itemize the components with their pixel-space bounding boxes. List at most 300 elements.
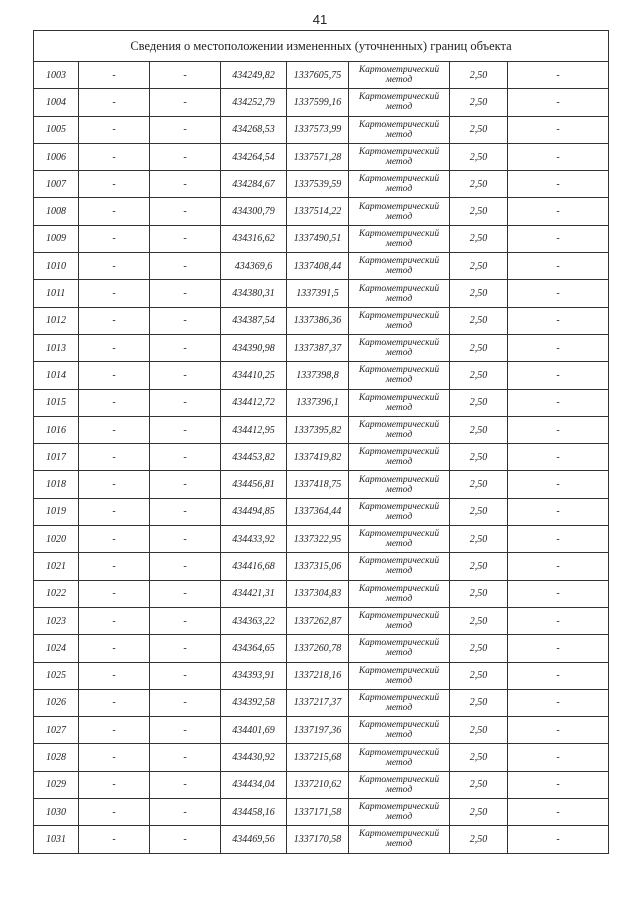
table-row xyxy=(34,635,609,662)
point-number-cell: 1024 xyxy=(34,635,79,662)
point-number-cell: 1013 xyxy=(34,334,79,361)
method-cell xyxy=(349,198,450,225)
method-text: Картометрический xyxy=(358,447,440,458)
y-coordinate-cell: 1337571,28 xyxy=(287,143,349,170)
method-text: метод xyxy=(385,238,413,249)
existing-x-cell: - xyxy=(79,662,150,689)
method-text: метод xyxy=(385,430,413,440)
method-text: Картометрический xyxy=(358,65,440,76)
point-number-cell: 1008 xyxy=(34,198,79,225)
accuracy-cell: 2,50 xyxy=(450,280,508,307)
existing-x-cell: - xyxy=(79,580,150,607)
existing-x-cell: - xyxy=(79,62,150,89)
method-text: метод xyxy=(385,293,413,304)
y-coordinate-cell: 1337539,59 xyxy=(287,171,349,198)
accuracy-cell: 2,50 xyxy=(450,253,508,280)
existing-y-cell: - xyxy=(150,553,221,580)
method-text: Картометрический xyxy=(358,474,440,485)
accuracy-cell: 2,50 xyxy=(450,607,508,634)
method-text: метод xyxy=(385,621,413,632)
method-text: Картометрический xyxy=(358,310,440,321)
point-number-cell: 1005 xyxy=(34,116,79,143)
x-coordinate-cell: 434316,62 xyxy=(221,225,287,252)
x-coordinate-cell: 434410,25 xyxy=(221,362,287,389)
method-cell xyxy=(349,225,450,252)
method-text: Картометрический xyxy=(358,774,440,785)
method-text: Картометрический xyxy=(358,338,440,349)
existing-y-cell: - xyxy=(150,744,221,771)
existing-y-cell: - xyxy=(150,662,221,689)
description-cell: - xyxy=(508,607,609,634)
description-cell: - xyxy=(508,662,609,689)
y-coordinate-cell: 1337395,82 xyxy=(287,416,349,443)
existing-x-cell: - xyxy=(79,717,150,744)
accuracy-cell: 2,50 xyxy=(450,444,508,471)
existing-y-cell: - xyxy=(150,225,221,252)
method-cell xyxy=(349,526,450,553)
accuracy-cell: 2,50 xyxy=(450,89,508,116)
method-text: метод xyxy=(385,539,413,550)
point-number-cell: 1023 xyxy=(34,607,79,634)
accuracy-cell: 2,50 xyxy=(450,826,508,853)
existing-y-cell: - xyxy=(150,826,221,853)
x-coordinate-cell: 434430,92 xyxy=(221,744,287,771)
point-number-cell: 1030 xyxy=(34,799,79,826)
table-row xyxy=(34,62,609,89)
method-cell xyxy=(349,635,450,662)
method-cell xyxy=(349,799,450,826)
existing-y-cell: - xyxy=(150,526,221,553)
method-cell xyxy=(349,116,450,143)
method-text: метод xyxy=(385,402,413,413)
method-cell xyxy=(349,826,450,853)
point-number-cell: 1029 xyxy=(34,771,79,798)
method-text: Картометрический xyxy=(358,556,440,567)
method-cell xyxy=(349,416,450,443)
existing-x-cell: - xyxy=(79,689,150,716)
y-coordinate-cell: 1337170,58 xyxy=(287,826,349,853)
method-cell xyxy=(349,553,450,580)
method-text: Картометрический xyxy=(358,201,440,212)
method-cell xyxy=(349,471,450,498)
accuracy-cell: 2,50 xyxy=(450,744,508,771)
method-text: Картометрический xyxy=(358,747,440,758)
table-row xyxy=(34,416,609,443)
y-coordinate-cell: 1337391,5 xyxy=(287,280,349,307)
x-coordinate-cell: 434453,82 xyxy=(221,444,287,471)
existing-y-cell: - xyxy=(150,89,221,116)
x-coordinate-cell: 434401,69 xyxy=(221,717,287,744)
method-text: метод xyxy=(385,102,413,113)
existing-y-cell: - xyxy=(150,635,221,662)
method-text: метод xyxy=(385,375,413,386)
point-number-cell: 1007 xyxy=(34,171,79,198)
x-coordinate-cell: 434390,98 xyxy=(221,334,287,361)
method-cell xyxy=(349,689,450,716)
description-cell: - xyxy=(508,334,609,361)
method-cell xyxy=(349,717,450,744)
method-cell xyxy=(349,334,450,361)
x-coordinate-cell: 434433,92 xyxy=(221,526,287,553)
existing-y-cell: - xyxy=(150,771,221,798)
x-coordinate-cell: 434249,82 xyxy=(221,62,287,89)
existing-y-cell: - xyxy=(150,362,221,389)
table-row xyxy=(34,717,609,744)
table-row xyxy=(34,771,609,798)
y-coordinate-cell: 1337386,36 xyxy=(287,307,349,334)
description-cell: - xyxy=(508,89,609,116)
accuracy-cell: 2,50 xyxy=(450,416,508,443)
method-text: Картометрический xyxy=(358,501,440,512)
existing-x-cell: - xyxy=(79,771,150,798)
table-row xyxy=(34,799,609,826)
existing-x-cell: - xyxy=(79,253,150,280)
existing-y-cell: - xyxy=(150,253,221,280)
method-text: Картометрический xyxy=(358,583,440,594)
accuracy-cell: 2,50 xyxy=(450,635,508,662)
point-number-cell: 1010 xyxy=(34,253,79,280)
existing-y-cell: - xyxy=(150,280,221,307)
point-number-cell: 1018 xyxy=(34,471,79,498)
x-coordinate-cell: 434268,53 xyxy=(221,116,287,143)
x-coordinate-cell: 434494,85 xyxy=(221,498,287,525)
point-number-cell: 1012 xyxy=(34,307,79,334)
method-cell xyxy=(349,744,450,771)
method-text: Картометрический xyxy=(358,638,440,649)
table-title: Сведения о местоположении измененных (уточненных) границ объекта xyxy=(34,31,609,62)
y-coordinate-cell: 1337387,37 xyxy=(287,334,349,361)
existing-x-cell: - xyxy=(79,198,150,225)
existing-y-cell: - xyxy=(150,471,221,498)
x-coordinate-cell: 434252,79 xyxy=(221,89,287,116)
method-cell xyxy=(349,362,450,389)
point-number-cell: 1027 xyxy=(34,717,79,744)
existing-x-cell: - xyxy=(79,280,150,307)
method-text: метод xyxy=(385,730,413,741)
point-number-cell: 1022 xyxy=(34,580,79,607)
accuracy-cell: 2,50 xyxy=(450,498,508,525)
point-number-cell: 1011 xyxy=(34,280,79,307)
point-number-cell: 1016 xyxy=(34,416,79,443)
method-text: метод xyxy=(385,320,413,331)
y-coordinate-cell: 1337398,8 xyxy=(287,362,349,389)
table-row xyxy=(34,171,609,198)
existing-x-cell: - xyxy=(79,607,150,634)
method-text: Картометрический xyxy=(358,392,440,403)
table-body xyxy=(34,62,609,854)
point-number-cell: 1006 xyxy=(34,143,79,170)
method-cell xyxy=(349,89,450,116)
method-text: метод xyxy=(385,593,413,604)
method-text: метод xyxy=(385,511,413,522)
y-coordinate-cell: 1337418,75 xyxy=(287,471,349,498)
point-number-cell: 1003 xyxy=(34,62,79,89)
table-row xyxy=(34,498,609,525)
x-coordinate-cell: 434380,31 xyxy=(221,280,287,307)
existing-y-cell: - xyxy=(150,307,221,334)
x-coordinate-cell: 434387,54 xyxy=(221,307,287,334)
method-text: метод xyxy=(385,457,413,468)
method-cell xyxy=(349,498,450,525)
accuracy-cell: 2,50 xyxy=(450,334,508,361)
method-text: метод xyxy=(385,184,413,195)
method-cell xyxy=(349,607,450,634)
method-text: метод xyxy=(385,157,413,168)
table-row xyxy=(34,334,609,361)
y-coordinate-cell: 1337322,95 xyxy=(287,526,349,553)
description-cell: - xyxy=(508,689,609,716)
accuracy-cell: 2,50 xyxy=(450,307,508,334)
table-row xyxy=(34,689,609,716)
description-cell: - xyxy=(508,744,609,771)
existing-y-cell: - xyxy=(150,416,221,443)
existing-y-cell: - xyxy=(150,171,221,198)
existing-y-cell: - xyxy=(150,389,221,416)
method-cell xyxy=(349,62,450,89)
table-row xyxy=(34,143,609,170)
method-cell xyxy=(349,444,450,471)
accuracy-cell: 2,50 xyxy=(450,471,508,498)
y-coordinate-cell: 1337573,99 xyxy=(287,116,349,143)
method-text: Картометрический xyxy=(358,720,440,731)
accuracy-cell: 2,50 xyxy=(450,799,508,826)
y-coordinate-cell: 1337396,1 xyxy=(287,389,349,416)
existing-x-cell: - xyxy=(79,471,150,498)
description-cell: - xyxy=(508,826,609,853)
point-number-cell: 1009 xyxy=(34,225,79,252)
description-cell: - xyxy=(508,307,609,334)
method-cell xyxy=(349,580,450,607)
accuracy-cell: 2,50 xyxy=(450,198,508,225)
method-text: Картометрический xyxy=(358,365,440,376)
table-row xyxy=(34,662,609,689)
method-cell xyxy=(349,307,450,334)
existing-x-cell: - xyxy=(79,89,150,116)
method-text: метод xyxy=(385,484,413,495)
y-coordinate-cell: 1337605,75 xyxy=(287,62,349,89)
method-text: Картометрический xyxy=(358,802,440,813)
point-number-cell: 1026 xyxy=(34,689,79,716)
description-cell: - xyxy=(508,143,609,170)
method-cell xyxy=(349,280,450,307)
y-coordinate-cell: 1337171,58 xyxy=(287,799,349,826)
existing-x-cell: - xyxy=(79,553,150,580)
existing-y-cell: - xyxy=(150,689,221,716)
y-coordinate-cell: 1337304,83 xyxy=(287,580,349,607)
y-coordinate-cell: 1337215,68 xyxy=(287,744,349,771)
method-text: метод xyxy=(385,211,413,222)
table-row xyxy=(34,826,609,853)
method-text: Картометрический xyxy=(358,283,440,294)
description-cell: - xyxy=(508,498,609,525)
existing-x-cell: - xyxy=(79,444,150,471)
y-coordinate-cell: 1337408,44 xyxy=(287,253,349,280)
existing-x-cell: - xyxy=(79,526,150,553)
existing-y-cell: - xyxy=(150,607,221,634)
existing-x-cell: - xyxy=(79,143,150,170)
method-text: метод xyxy=(385,839,413,850)
y-coordinate-cell: 1337218,16 xyxy=(287,662,349,689)
description-cell: - xyxy=(508,198,609,225)
x-coordinate-cell: 434393,91 xyxy=(221,662,287,689)
x-coordinate-cell: 434264,54 xyxy=(221,143,287,170)
existing-y-cell: - xyxy=(150,334,221,361)
description-cell: - xyxy=(508,471,609,498)
y-coordinate-cell: 1337315,06 xyxy=(287,553,349,580)
table-row xyxy=(34,253,609,280)
x-coordinate-cell: 434421,31 xyxy=(221,580,287,607)
accuracy-cell: 2,50 xyxy=(450,171,508,198)
method-text: Картометрический xyxy=(358,420,440,430)
description-cell: - xyxy=(508,580,609,607)
x-coordinate-cell: 434369,6 xyxy=(221,253,287,280)
y-coordinate-cell: 1337599,16 xyxy=(287,89,349,116)
table-row xyxy=(34,607,609,634)
x-coordinate-cell: 434300,79 xyxy=(221,198,287,225)
description-cell: - xyxy=(508,171,609,198)
accuracy-cell: 2,50 xyxy=(450,689,508,716)
accuracy-cell: 2,50 xyxy=(450,580,508,607)
existing-x-cell: - xyxy=(79,362,150,389)
y-coordinate-cell: 1337364,44 xyxy=(287,498,349,525)
existing-x-cell: - xyxy=(79,799,150,826)
x-coordinate-cell: 434469,56 xyxy=(221,826,287,853)
method-text: метод xyxy=(385,75,413,86)
accuracy-cell: 2,50 xyxy=(450,362,508,389)
existing-x-cell: - xyxy=(79,826,150,853)
accuracy-cell: 2,50 xyxy=(450,526,508,553)
description-cell: - xyxy=(508,553,609,580)
existing-x-cell: - xyxy=(79,744,150,771)
existing-y-cell: - xyxy=(150,717,221,744)
accuracy-cell: 2,50 xyxy=(450,771,508,798)
x-coordinate-cell: 434458,16 xyxy=(221,799,287,826)
method-text: Картометрический xyxy=(358,119,440,130)
x-coordinate-cell: 434412,95 xyxy=(221,416,287,443)
method-text: метод xyxy=(385,348,413,359)
x-coordinate-cell: 434364,65 xyxy=(221,635,287,662)
point-number-cell: 1015 xyxy=(34,389,79,416)
description-cell: - xyxy=(508,444,609,471)
description-cell: - xyxy=(508,717,609,744)
y-coordinate-cell: 1337197,36 xyxy=(287,717,349,744)
description-cell: - xyxy=(508,62,609,89)
point-number-cell: 1028 xyxy=(34,744,79,771)
method-text: Картометрический xyxy=(358,829,440,840)
method-text: Картометрический xyxy=(358,256,440,267)
description-cell: - xyxy=(508,253,609,280)
table-row xyxy=(34,389,609,416)
point-number-cell: 1017 xyxy=(34,444,79,471)
description-cell: - xyxy=(508,771,609,798)
existing-x-cell: - xyxy=(79,225,150,252)
accuracy-cell: 2,50 xyxy=(450,143,508,170)
description-cell: - xyxy=(508,362,609,389)
x-coordinate-cell: 434434,04 xyxy=(221,771,287,798)
table-row xyxy=(34,307,609,334)
y-coordinate-cell: 1337210,62 xyxy=(287,771,349,798)
description-cell: - xyxy=(508,280,609,307)
y-coordinate-cell: 1337514,22 xyxy=(287,198,349,225)
existing-y-cell: - xyxy=(150,62,221,89)
point-number-cell: 1020 xyxy=(34,526,79,553)
existing-x-cell: - xyxy=(79,334,150,361)
accuracy-cell: 2,50 xyxy=(450,717,508,744)
table-row xyxy=(34,89,609,116)
y-coordinate-cell: 1337217,37 xyxy=(287,689,349,716)
existing-x-cell: - xyxy=(79,389,150,416)
method-text: метод xyxy=(385,702,413,713)
existing-x-cell: - xyxy=(79,416,150,443)
page-number: 41 xyxy=(312,12,328,27)
table-row xyxy=(34,526,609,553)
method-text: Картометрический xyxy=(358,529,440,540)
existing-x-cell: - xyxy=(79,307,150,334)
description-cell: - xyxy=(508,416,609,443)
existing-y-cell: - xyxy=(150,116,221,143)
method-text: метод xyxy=(385,784,413,795)
method-text: метод xyxy=(385,266,413,277)
table-row xyxy=(34,198,609,225)
method-cell xyxy=(349,662,450,689)
method-text: метод xyxy=(385,566,413,577)
existing-y-cell: - xyxy=(150,198,221,225)
accuracy-cell: 2,50 xyxy=(450,116,508,143)
method-text: Картометрический xyxy=(358,174,440,185)
accuracy-cell: 2,50 xyxy=(450,553,508,580)
existing-y-cell: - xyxy=(150,444,221,471)
existing-y-cell: - xyxy=(150,580,221,607)
table-row xyxy=(34,580,609,607)
method-text: метод xyxy=(385,129,413,140)
y-coordinate-cell: 1337260,78 xyxy=(287,635,349,662)
method-text: Картометрический xyxy=(358,665,440,676)
method-text: Картометрический xyxy=(358,611,440,622)
description-cell: - xyxy=(508,635,609,662)
description-cell: - xyxy=(508,116,609,143)
existing-x-cell: - xyxy=(79,635,150,662)
x-coordinate-cell: 434392,58 xyxy=(221,689,287,716)
table-row xyxy=(34,116,609,143)
x-coordinate-cell: 434284,67 xyxy=(221,171,287,198)
accuracy-cell: 2,50 xyxy=(450,225,508,252)
point-number-cell: 1019 xyxy=(34,498,79,525)
accuracy-cell: 2,50 xyxy=(450,662,508,689)
description-cell: - xyxy=(508,389,609,416)
existing-x-cell: - xyxy=(79,116,150,143)
point-number-cell: 1025 xyxy=(34,662,79,689)
point-number-cell: 1004 xyxy=(34,89,79,116)
description-cell: - xyxy=(508,526,609,553)
description-cell: - xyxy=(508,799,609,826)
existing-x-cell: - xyxy=(79,171,150,198)
method-text: Картометрический xyxy=(358,147,440,158)
y-coordinate-cell: 1337419,82 xyxy=(287,444,349,471)
method-cell xyxy=(349,171,450,198)
existing-y-cell: - xyxy=(150,143,221,170)
method-cell xyxy=(349,143,450,170)
x-coordinate-cell: 434412,72 xyxy=(221,389,287,416)
method-text: метод xyxy=(385,812,413,823)
existing-y-cell: - xyxy=(150,498,221,525)
point-number-cell: 1031 xyxy=(34,826,79,853)
x-coordinate-cell: 434456,81 xyxy=(221,471,287,498)
table-row xyxy=(34,225,609,252)
method-text: Картометрический xyxy=(358,228,440,239)
method-cell xyxy=(349,389,450,416)
table-row xyxy=(34,444,609,471)
x-coordinate-cell: 434416,68 xyxy=(221,553,287,580)
